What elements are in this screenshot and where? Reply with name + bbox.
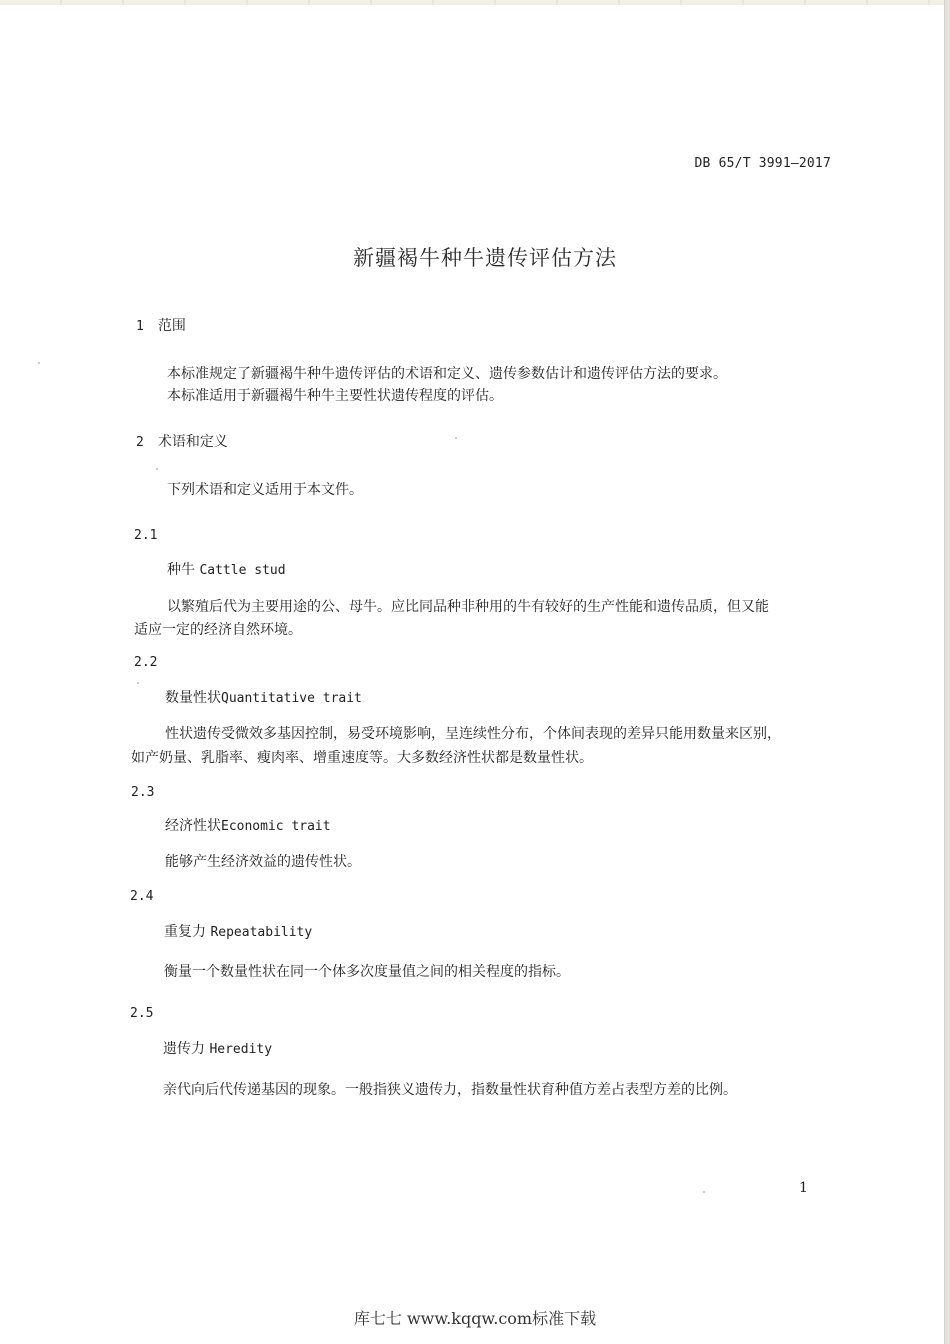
term-en: Repeatability (210, 925, 313, 940)
term-en: Economic trait (221, 819, 331, 834)
term-zh: 数量性状 (165, 690, 221, 706)
section-1-heading (136, 316, 186, 337)
term-2-2-definition-line-2: 如产奶量、乳脂率、瘦肉率、增重速度等。大多数经济性状都是数量性状。 (131, 750, 593, 766)
term-en: Quantitative trait (221, 691, 362, 706)
scan-right-edge (944, 0, 950, 1344)
section-1-paragraph-1: 本标准规定了新疆褐牛种牛遗传评估的术语和定义、遗传参数估计和遗传评估方法的要求。 (167, 366, 727, 382)
scan-speck (703, 1191, 705, 1193)
section-1-paragraph-2: 本标准适用于新疆褐牛种牛主要性状遗传程度的评估。 (167, 388, 503, 404)
scan-speck (137, 682, 139, 684)
term-zh: 重复力 (164, 924, 206, 940)
scan-speck (38, 362, 40, 364)
scan-top-edge (0, 0, 950, 5)
term-2-5-title (163, 1039, 272, 1060)
term-2-4-number: 2.4 (130, 889, 154, 904)
term-2-1-number: 2.1 (134, 528, 158, 543)
section-title: 术语和定义 (157, 434, 228, 450)
term-2-1-definition-line-2: 适应一定的经济自然环境。 (134, 622, 302, 638)
term-2-3-number: 2.3 (131, 785, 155, 800)
term-2-3-definition: 能够产生经济效益的遗传性状。 (165, 854, 361, 870)
section-title: 范围 (157, 318, 186, 334)
term-2-5-definition: 亲代向后代传递基因的现象。一般指狭义遗传力，指数量性状育种值方差占表型方差的比例。 (163, 1082, 737, 1098)
term-2-2-number: 2.2 (134, 655, 158, 670)
term-2-4-definition: 衡量一个数量性状在同一个体多次度量值之间的相关程度的指标。 (164, 964, 570, 980)
document-code: DB 65/T 3991—2017 (694, 156, 831, 171)
term-2-2-definition-line-1: 性状遗传受微效多基因控制，易受环境影响，呈连续性分布，个体间表现的差异只能用数量来区别， (165, 726, 781, 742)
term-2-5-number: 2.5 (130, 1006, 154, 1021)
scan-speck (156, 468, 158, 470)
watermark-footer: 库七七 www.kqqw.com标准下载 (353, 1309, 597, 1328)
term-2-3-title (165, 816, 331, 837)
section-number: 1 (136, 319, 144, 334)
term-2-1-definition-line-1: 以繁殖后代为主要用途的公、母牛。应比同品种非种用的牛有较好的生产性能和遗传品质，但又能 (167, 599, 769, 615)
term-2-1-title (167, 560, 286, 581)
term-en: Cattle stud (199, 563, 286, 578)
section-number: 2 (136, 435, 144, 450)
term-2-4-title (164, 922, 312, 943)
term-zh: 经济性状 (165, 818, 221, 834)
section-2-heading (136, 432, 228, 453)
page-number: 1 (799, 1180, 808, 1196)
scan-speck (455, 437, 457, 439)
term-zh: 遗传力 (163, 1041, 205, 1057)
term-en: Heredity (209, 1042, 273, 1057)
term-2-2-title (165, 688, 362, 709)
term-zh: 种牛 (167, 562, 195, 578)
document-title: 新疆褐牛种牛遗传评估方法 (353, 246, 617, 270)
section-2-paragraph-1: 下列术语和定义适用于本文件。 (167, 482, 363, 498)
